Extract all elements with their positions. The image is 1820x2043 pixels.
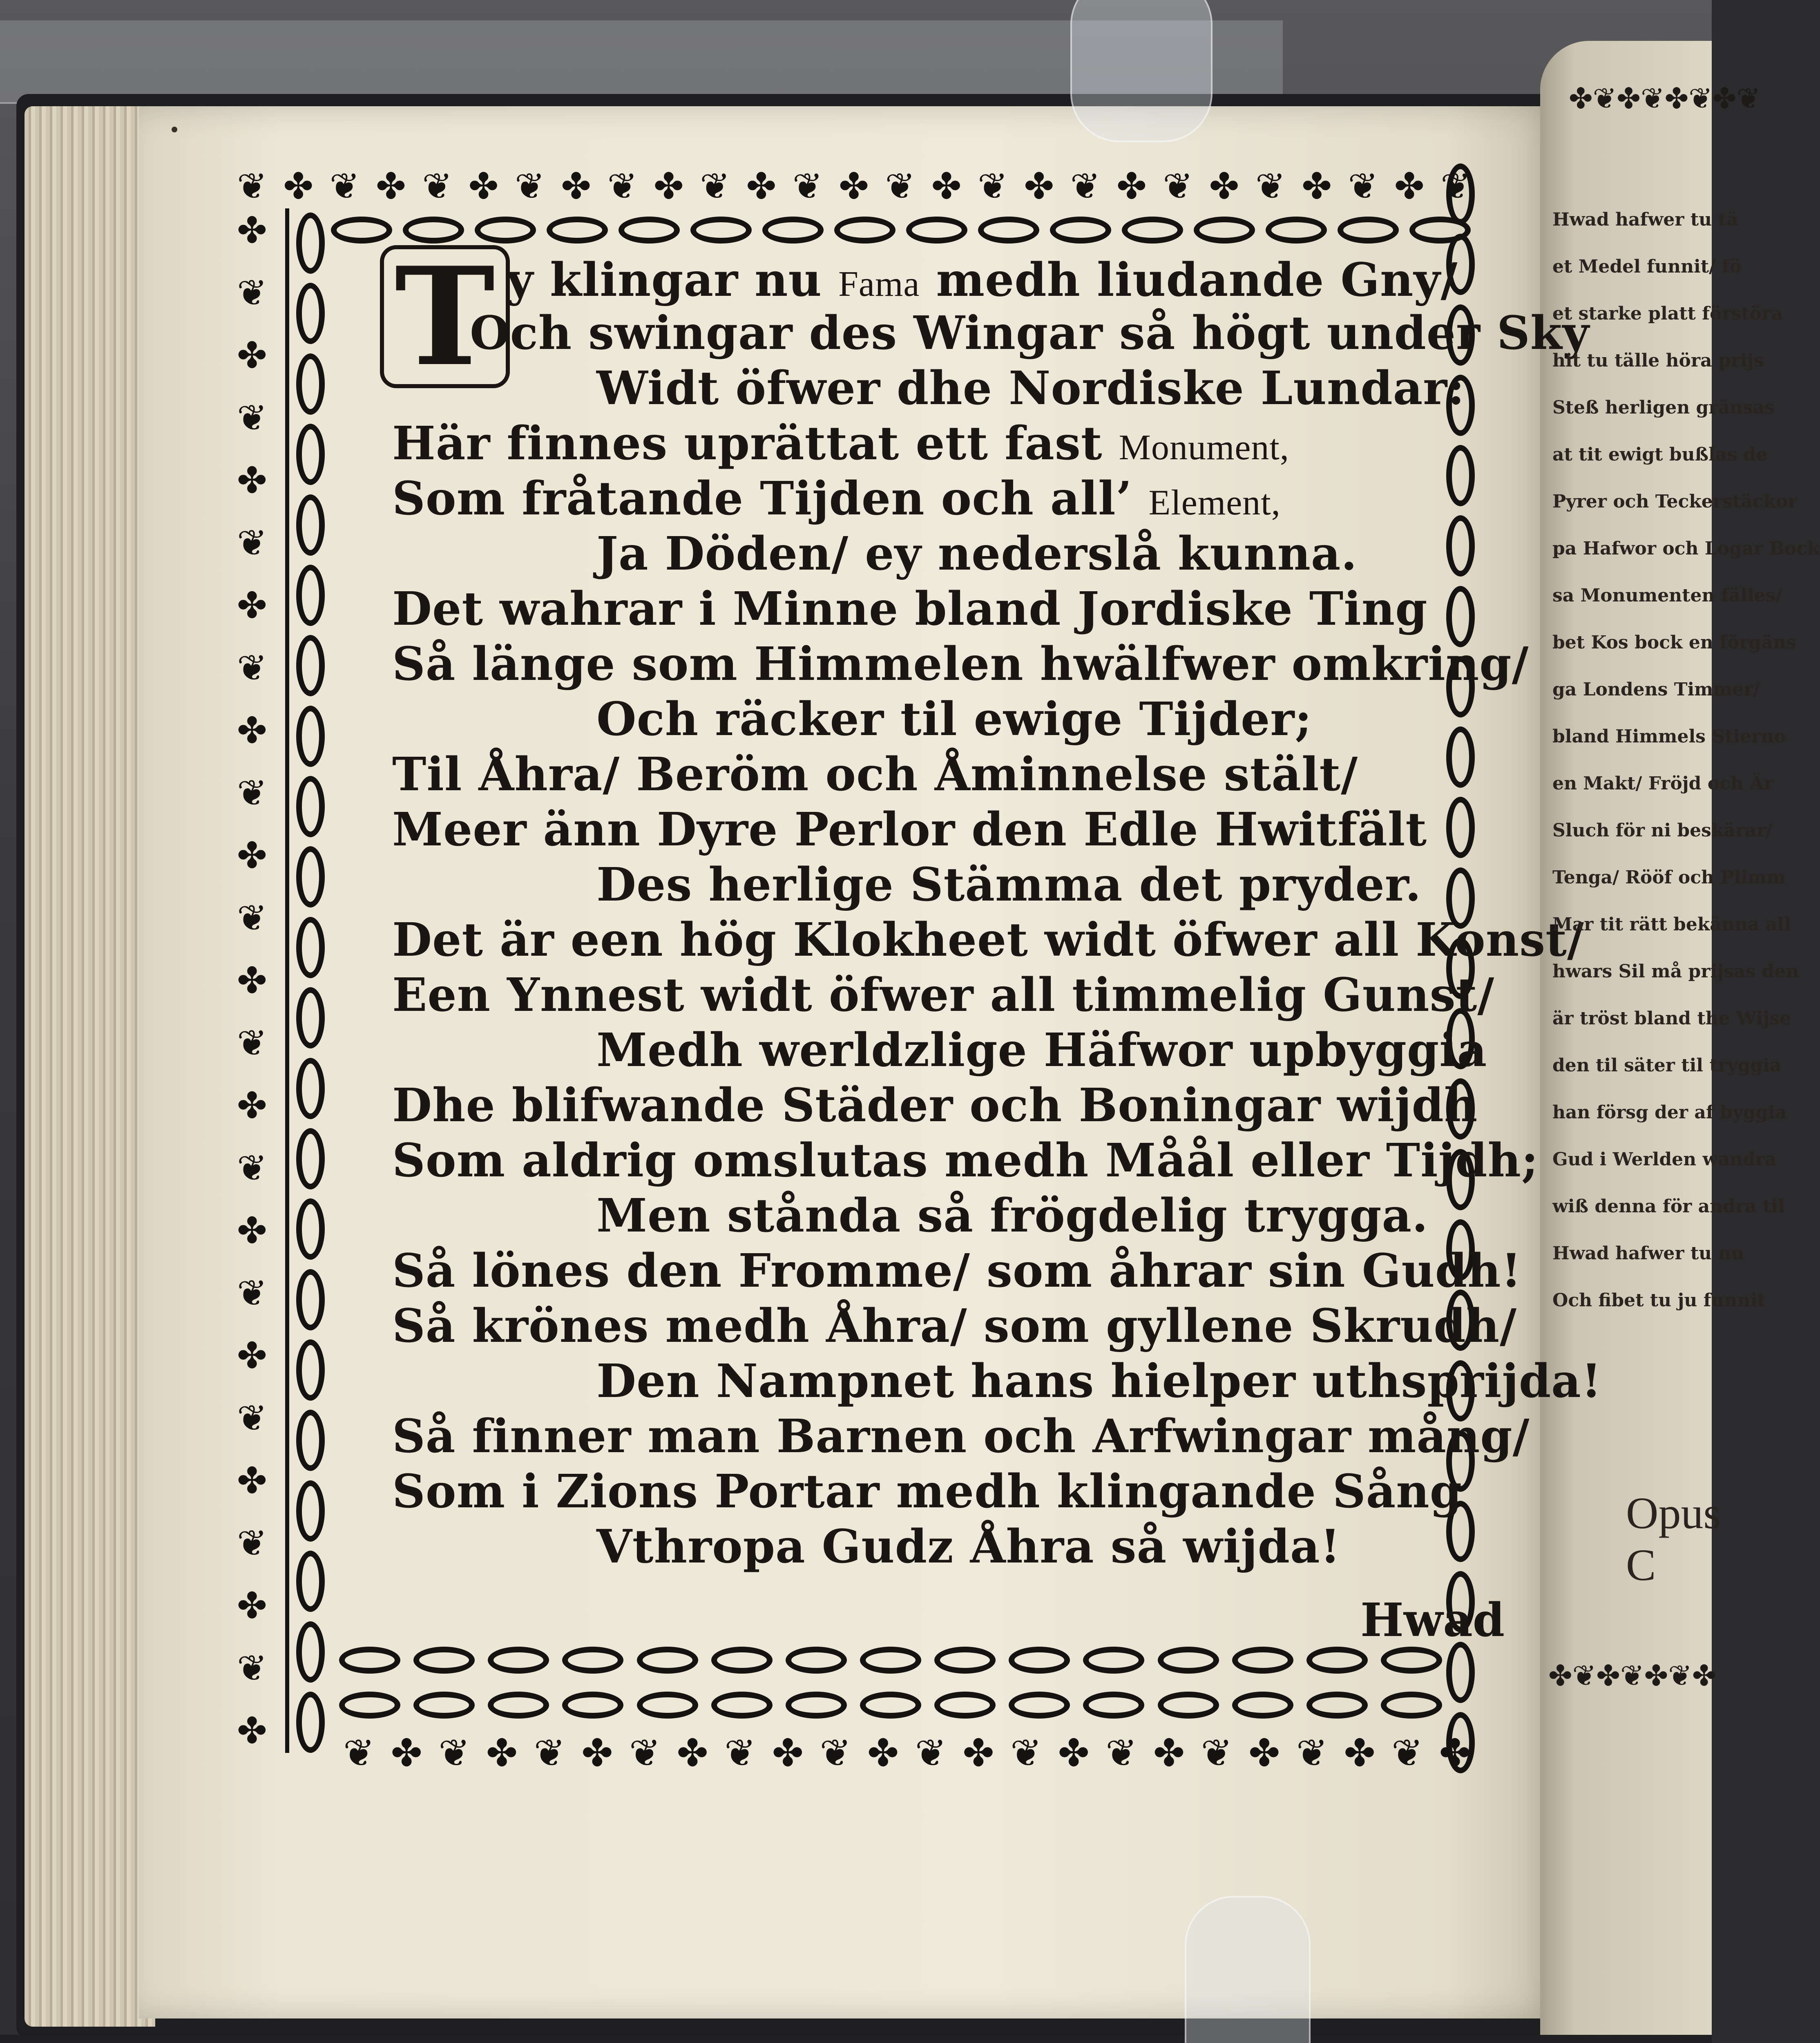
- bottom-chain-2: [339, 1692, 1442, 1719]
- poem-line: Så lönes den Fromme/ som åhrar sin Gudh!: [392, 1244, 1522, 1298]
- top-chain: [331, 217, 1471, 244]
- poem-line: Dhe blifwande Städer och Boningar wijdh: [392, 1079, 1478, 1132]
- scanner-tray: [0, 2035, 1712, 2043]
- poem-line: Så länge som Himmelen hwälfwer omkring/: [392, 637, 1529, 691]
- poem-line: Och räcker til ewige Tijder;: [596, 693, 1312, 746]
- bottom-chain-1: [339, 1647, 1442, 1674]
- poem-line: Des herlige Stämma det pryder.: [596, 858, 1422, 912]
- poem-line: Vthropa Gudz Åhra så wijda!: [596, 1520, 1341, 1574]
- poem-line: y klingar nu Fama medh liudande Gny/: [507, 253, 1458, 307]
- left-rule: [285, 208, 289, 1753]
- poem-line: Een Ynnest widt öfwer all timmelig Gunst/: [392, 968, 1495, 1022]
- poem-line: Som i Zions Portar medh klingande Sång: [392, 1465, 1463, 1518]
- poem-line: Meer änn Dyre Perlor den Edle Hwitfält: [392, 803, 1427, 856]
- poem-line: Det wahrar i Minne bland Jordiske Ting: [392, 582, 1428, 636]
- top-glass-clip: [1070, 0, 1213, 142]
- top-fleuron-row: ❦ ✤ ❦ ✤ ❦ ✤ ❦ ✤ ❦ ✤ ❦ ✤ ❦ ✤ ❦ ✤ ❦ ✤ ❦ ✤ ❦ ✤ ❦ ✤ ❦ ✤ ❦: [237, 165, 1471, 207]
- left-chain: [296, 212, 325, 1753]
- poem-line: Den Nampnet hans hielper uthsprijda!: [596, 1355, 1602, 1408]
- poem-line: Til Åhra/ Beröm och Åminnelse stält/: [392, 748, 1358, 801]
- facing-page-signature: Opus C: [1626, 1488, 1721, 1590]
- poem-line: Som aldrig omslutas medh Måål eller Tijdh;: [392, 1134, 1539, 1187]
- poem-line: Ja Döden/ ey nederslå kunna.: [596, 527, 1358, 581]
- poem-line: Så krönes medh Åhra/ som gyllene Skrudh/: [392, 1299, 1517, 1353]
- facing-page-text: Hwad hafwer tu tä et Medel funnit/ fö et starke platt förstöra hit tu tälle höra prijs Steß herligen gränsas at tit ewigt bußlas de Pyrer och Teckerstäckor pa Hafwor och Logar Bock sa Monumenten fälles/ bet Kos bock en förgäns ga Londens Timmer/ bland Himmels Stierno en Makt/ Fröjd och Är Sluch för ni beskärar/ Tenga/ Rööf och Plimm Mar tit rätt bekänna all hwars Sil må prijsas den är tröst bland the Wijse den til säter til tryggia han försg der af byggia Gud i Werlden wandra wiß denna för andra til Hwad hafwer tu nu Och fibet tu ju funnit: [1552, 209, 1820, 1311]
- left-fleuron-column: ✤ ❦ ✤ ❦ ✤ ❦ ✤ ❦ ✤ ❦ ✤ ❦ ✤ ❦ ✤ ❦ ✤ ❦ ✤ ❦ ✤ ❦ ✤ ❦ ✤: [237, 209, 267, 1752]
- catchword: Hwad: [1360, 1594, 1505, 1647]
- poem-line: Som fråtande Tijden och all’ Element,: [392, 472, 1281, 525]
- drop-cap: T: [380, 245, 510, 388]
- poem-line: Så finner man Barnen och Arfwingar mång/: [392, 1410, 1530, 1463]
- poem-line: Widt öfwer dhe Nordiske Lundar:: [596, 362, 1465, 415]
- page-edges: [25, 106, 155, 2027]
- poem-line: Medh werldzlige Häfwor upbyggia: [596, 1024, 1487, 1077]
- ink-dot: [172, 127, 177, 132]
- poem-line: Det är een hög Klokheet widt öfwer all Konst/: [392, 913, 1584, 967]
- facing-page-bottom-ornament: ✤❦✤❦✤❦✤: [1548, 1659, 1716, 1692]
- bottom-glass-clip: [1185, 1896, 1311, 2043]
- facing-page-top-ornament: ✤❦✤❦✤❦✤❦: [1569, 82, 1761, 115]
- poem-line: Och swingar des Wingar så högt under Sky: [470, 306, 1590, 360]
- poem-line: Här finnes uprättat ett fast Monument,: [392, 417, 1289, 470]
- bottom-fleuron-row: ❦ ✤ ❦ ✤ ❦ ✤ ❦ ✤ ❦ ✤ ❦ ✤ ❦ ✤ ❦ ✤ ❦ ✤ ❦ ✤ ❦ ✤ ❦ ✤: [343, 1731, 1471, 1775]
- poem-line: Men stånda så frögdelig trygga.: [596, 1189, 1429, 1243]
